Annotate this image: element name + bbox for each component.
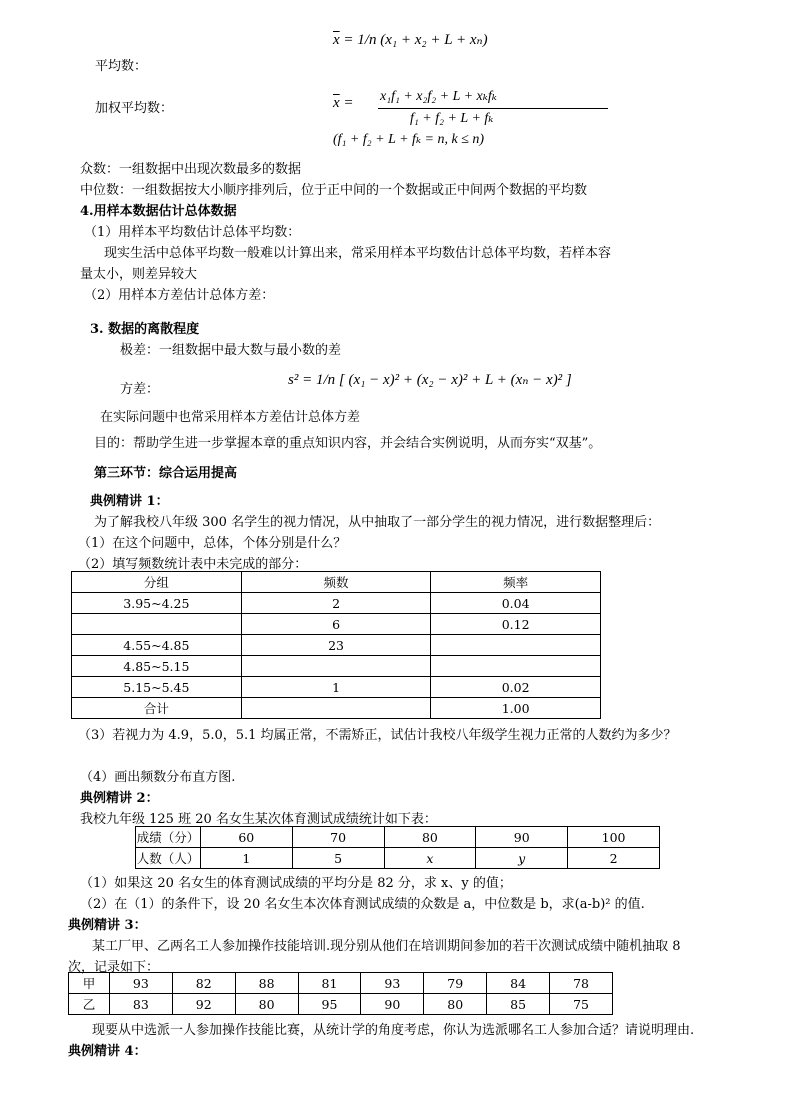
table-cell: 4.55~4.85 (72, 635, 242, 656)
table-row (69, 973, 613, 994)
table-row (69, 994, 613, 1015)
goal-text: 目的：帮助学生进一步掌握本章的重点知识内容，并会结合实例说明，从而夯实“双基”。 (94, 436, 602, 451)
table-cell: 78 (550, 973, 613, 994)
example-2-q1: （1）如果这 20 名女生的体育测试成绩的平均分是 82 分，求 x、y 的值； (80, 876, 512, 891)
example-1-q4: （4）画出频数分布直方图. (80, 770, 236, 785)
table-cell: 成绩（分） (136, 827, 201, 848)
section-3-heading: 3. 数据的离散程度 (90, 322, 200, 337)
example-1-q2: （2）填写频数统计表中未完成的部分： (78, 557, 308, 572)
mean-label: 平均数： (95, 59, 148, 74)
mean-formula (333, 30, 488, 49)
mode-definition: 众数：一组数据中出现次数最多的数据 (80, 162, 302, 177)
table-cell: 70 (292, 827, 384, 848)
header-group: 分组 (72, 572, 242, 593)
table-cell: 4.85~5.15 (72, 656, 242, 677)
table-row (72, 656, 601, 677)
table-cell: 合计 (72, 698, 242, 719)
table-cell: 60 (200, 827, 292, 848)
practice-note: 在实际问题中也常采用样本方差估计总体方差 (100, 410, 361, 425)
example-2-intro: 我校九年级 125 班 20 名女生某次体育测试成绩统计如下表： (80, 812, 437, 827)
table-cell: 5.15~5.45 (72, 677, 242, 698)
table-cell: 80 (384, 827, 476, 848)
table-cell: 0.02 (431, 677, 601, 698)
mean-formula-rhs: = 1/n (x₁ + x₂ + L + xₙ) (343, 32, 488, 48)
table-cell (431, 656, 601, 677)
example-2-q2: （2）在（1）的条件下，设 20 名女生本次体育测试成绩的众数是 a，中位数是 b，求(a-b)² 的值. (80, 897, 645, 912)
table-cell: 80 (424, 994, 487, 1015)
example-4-title: 典例精讲 4： (68, 1044, 147, 1059)
table-row (72, 614, 601, 635)
table-header-row (72, 572, 601, 593)
table-cell: 甲 (69, 973, 110, 994)
table-cell: 2 (568, 848, 660, 869)
worker-score-table (68, 972, 613, 1015)
table-cell: 92 (172, 994, 235, 1015)
table-cell: 88 (235, 973, 298, 994)
frequency-table (71, 571, 601, 719)
table-cell: 85 (487, 994, 550, 1015)
table-cell: y (476, 848, 568, 869)
table-cell: x (384, 848, 476, 869)
mean-formula-lhs: $\overline{x}$ (333, 32, 340, 48)
table-cell: 5 (292, 848, 384, 869)
section-4-heading: 4.用样本数据估计总体数据 (80, 204, 237, 219)
weighted-lhs-x: $\overline{x}$ (333, 95, 340, 111)
example-2-title: 典例精讲 2： (80, 791, 159, 806)
table-cell: 79 (424, 973, 487, 994)
table-cell: 23 (241, 635, 431, 656)
header-frequency: 频数 (241, 572, 431, 593)
section-4-item-1: （1）用样本平均数估计总体平均数： (84, 225, 301, 240)
table-cell: 93 (109, 973, 172, 994)
section-4-item-1-body-1: 现实生活中总体平均数一般难以计算出来，常采用样本平均数估计总体平均数，若样本容 (104, 246, 612, 261)
example-1-title: 典例精讲 1： (90, 494, 169, 509)
example-1-q1: （1）在这个问题中，总体，个体分别是什么？ (78, 536, 347, 551)
example-3-question: 现要从中选派一人参加操作技能比赛，从统计学的角度考虑，你认为选派哪名工人参加合适？请说明理由. (92, 1023, 695, 1038)
example-1-q3: （3）若视力为 4.9，5.0，5.1 均属正常，不需矫正，试估计我校八年级学生视力正常的人数约为多少？ (78, 728, 677, 743)
weighted-numerator: x₁f₁ + x₂f₂ + L + xₖfₖ (380, 89, 497, 104)
table-cell: 乙 (69, 994, 110, 1015)
score-table (135, 826, 660, 869)
range-definition: 极差：一组数据中最大数与最小数的差 (120, 343, 342, 358)
table-cell: 3.95~4.25 (72, 593, 242, 614)
table-row (72, 698, 601, 719)
table-cell: 6 (241, 614, 431, 635)
table-cell: 人数（人） (136, 848, 201, 869)
table-cell: 2 (241, 593, 431, 614)
weighted-label: 加权平均数： (95, 101, 174, 116)
table-cell: 0.04 (431, 593, 601, 614)
table-cell (72, 614, 242, 635)
table-row (136, 848, 660, 869)
weighted-denominator: f₁ + f₂ + L + fₖ (410, 111, 494, 126)
example-3-intro-1: 某工厂甲、乙两名工人参加操作技能培训.现分别从他们在培训期间参加的若干次测试成绩中随机抽取 8 (92, 939, 681, 954)
example-3-title: 典例精讲 3： (68, 918, 147, 933)
stage-3-heading: 第三环节：综合运用提高 (94, 466, 238, 481)
table-cell: 83 (109, 994, 172, 1015)
table-cell: 93 (361, 973, 424, 994)
table-cell: 90 (361, 994, 424, 1015)
table-cell: 95 (298, 994, 361, 1015)
table-row (72, 635, 601, 656)
table-cell: 0.12 (431, 614, 601, 635)
table-cell: 100 (568, 827, 660, 848)
table-cell: 75 (550, 994, 613, 1015)
table-cell (431, 635, 601, 656)
variance-label: 方差： (120, 382, 160, 397)
weighted-lhs: $\overline{x}$ = (333, 95, 354, 111)
table-cell: 1 (200, 848, 292, 869)
section-4-item-2: （2）用样本方差估计总体方差： (84, 288, 275, 303)
table-cell (241, 656, 431, 677)
table-cell: 90 (476, 827, 568, 848)
weighted-condition: (f₁ + f₂ + L + fₖ = n, k ≤ n) (333, 132, 485, 147)
variance-formula: s² = 1/n [ (x₁ − x)² + (x₂ − x)² + L + (xₙ − x)² ] (288, 372, 572, 388)
table-row (72, 677, 601, 698)
example-3-intro-2: 次，记录如下： (68, 960, 160, 975)
table-cell: 84 (487, 973, 550, 994)
table-cell: 1.00 (431, 698, 601, 719)
fraction-bar (378, 108, 608, 109)
table-row (136, 827, 660, 848)
example-1-intro: 为了解我校八年级 300 名学生的视力情况，从中抽取了一部分学生的视力情况，进行数据整理后： (94, 515, 661, 530)
header-rate: 频率 (431, 572, 601, 593)
table-cell (241, 698, 431, 719)
table-row (72, 593, 601, 614)
table-cell: 82 (172, 973, 235, 994)
median-definition: 中位数：一组数据按大小顺序排列后，位于正中间的一个数据或正中间两个数据的平均数 (80, 183, 588, 198)
table-cell: 1 (241, 677, 431, 698)
table-cell: 81 (298, 973, 361, 994)
table-cell: 80 (235, 994, 298, 1015)
section-4-item-1-body-2: 量太小，则差异较大 (80, 267, 198, 282)
